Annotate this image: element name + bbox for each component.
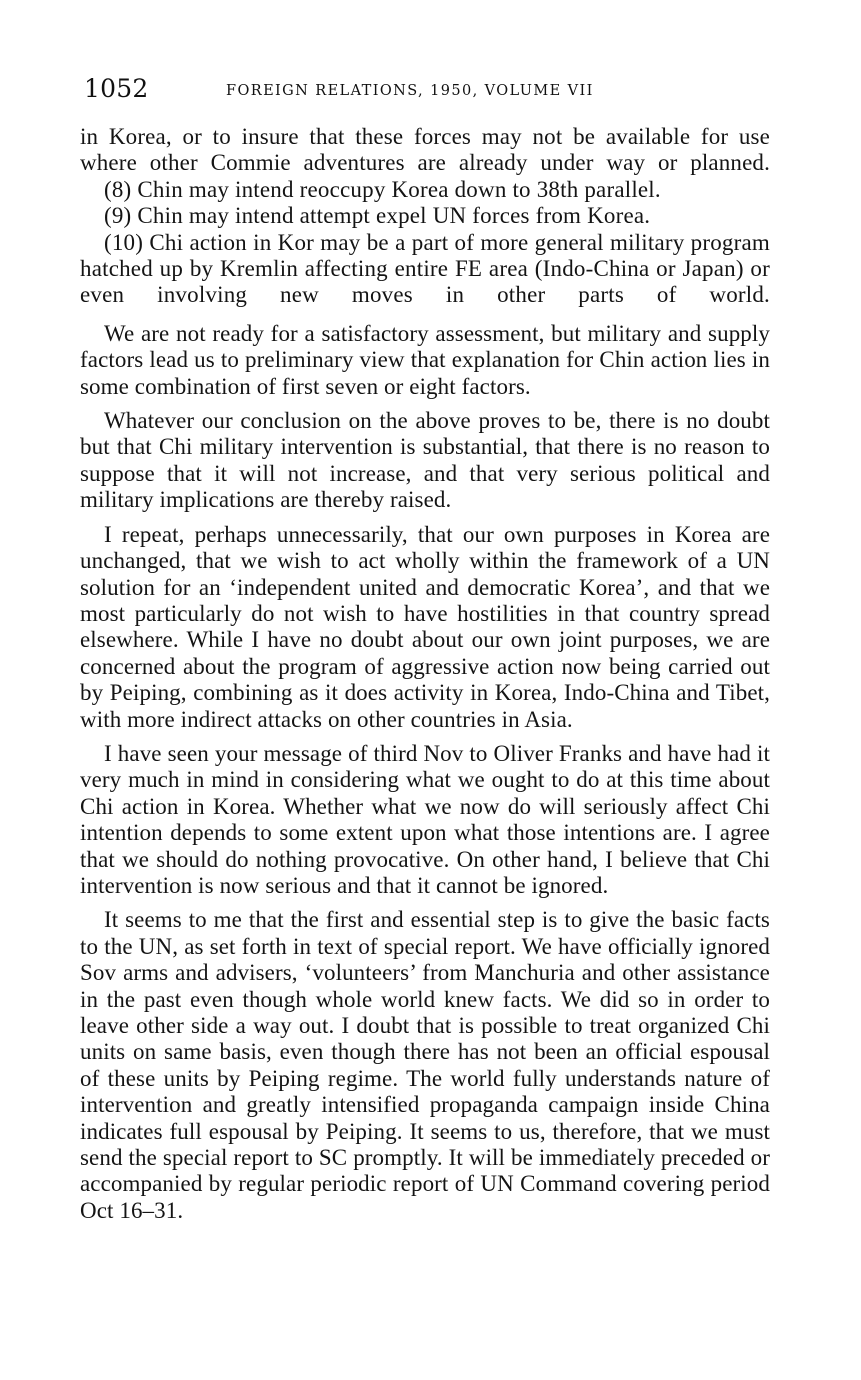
page-number: 1052 [84,74,149,103]
paragraph-conclusion: Whatever our conclusion on the above proves to be, there is no doubt but that Chi military intervention is substantial, that there is no reason to suppose that it will not increase, and that very serious political and military implications are thereby raised. [80,408,770,513]
paragraph-purposes: I repeat, perhaps unnecessarily, that our own purposes in Korea are unchanged, that we wish to act wholly within the framework of a UN solution for an ‘independent united and democratic Korea’, and that we most particularly do not wish to have hostilities in that country spread elsewhere. While I have no doubt about our own joint purposes, we are concerned about the program of aggressive action now being carried out by Peiping, combining as it does activity in Korea, Indo-China and Tibet, with more indirect attacks on other countries in Asia. [80,521,770,732]
paragraph-assessment: We are not ready for a satisfactory assessment, but military and supply factors lead us to preliminary view that explanation for Chin action lies in some combination of first seven or eight factors. [80,320,770,399]
running-head [84,74,774,110]
body-text [80,124,770,1224]
running-title: FOREIGN RELATIONS, 1950, VOLUME VII [226,83,594,99]
paragraph-message: I have seen your message of third Nov to Oliver Franks and have had it very much in mind in considering what we ought to do at this time about Chi action in Korea. Whether what we now do will seriously affect Chi intention depends to some extent upon what those intentions are. I agree that we should do nothing provocative. On other hand, I believe that Chi intervention is now serious and that it cannot be ignored. [80,740,770,898]
continuation-paragraph: in Korea, or to insure that these forces may not be available for use where other Commie adventures are already under way or planned. [80,124,770,176]
list-item-8: (8) Chin may intend reoccupy Korea down to 38th parallel. [104,176,661,202]
paragraph-special-report: It seems to me that the first and essential step is to give the basic facts to the UN, as set forth in text of special report. We have officially ignored Sov arms and advisers, ‘volunteers’ from Manchuria and other assistance in the past even though whole world knew facts. We did so in order to leave other side a way out. I doubt that is possible to treat organized Chi units on same basis, even though there has not been an official espousal of these units by Peiping regime. The world fully understands nature of intervention and greatly intensified propaganda campaign inside China indicates full espousal by Peiping. It seems to us, therefore, that we must send the special report to SC promptly. It will be immediately preceded or accompanied by regular periodic report of UN Command covering period Oct 16–31. [80,907,770,1223]
list-item-9: (9) Chin may intend attempt expel UN forces from Korea. [104,203,651,229]
list-item-10: (10) Chi action in Kor may be a part of more general military program hatched up by Kremlin affecting entire FE area (Indo-China or Japan) or even involving new moves in other parts of world. [80,229,770,308]
